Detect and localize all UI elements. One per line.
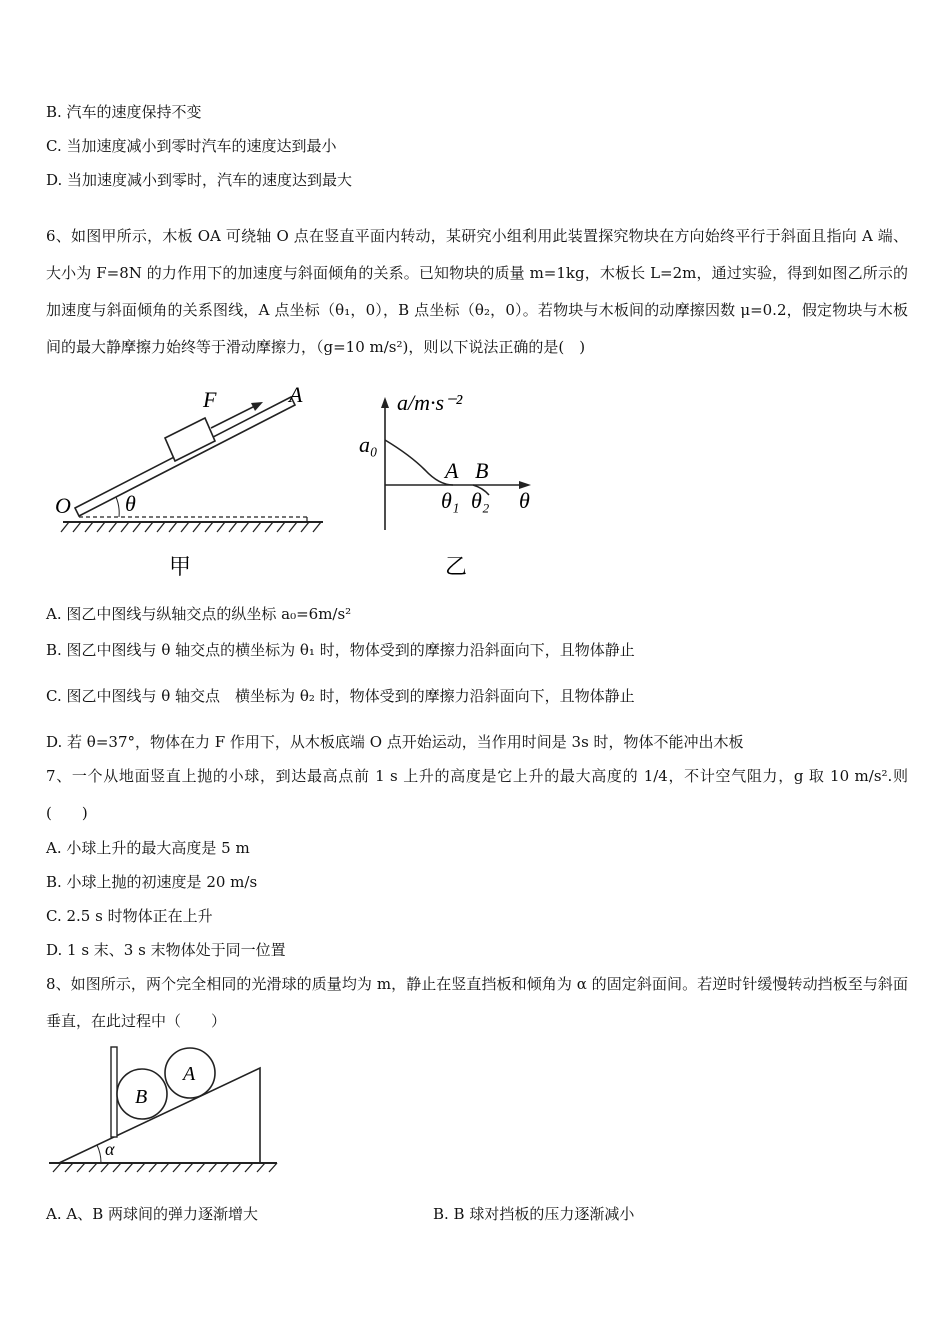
q8-stem: 8、如图所示，两个完全相同的光滑球的质量均为 m，静止在竖直挡板和倾角为 α 的固定斜面间。若逆时针缓慢转动挡板至与斜面垂直，在此过程中（ ） — [46, 975, 908, 1030]
label-ball-a: A — [183, 1063, 196, 1085]
q6-option-d: D. 若 θ=37°，物体在力 F 作用下，从木板底端 O 点开始运动，当作用时间是 3s 时，物体不能冲出木板 — [46, 733, 744, 751]
caption-jia: 甲 — [169, 555, 192, 580]
q5-option-b: B. 汽车的速度保持不变 — [46, 103, 202, 121]
q8-figure — [45, 1043, 285, 1173]
baffle — [111, 1047, 117, 1137]
label-point-b: B — [475, 458, 489, 483]
caption-yi: 乙 — [445, 555, 468, 580]
label-alpha: α — [105, 1139, 115, 1159]
axis-y-label: a/m·s⁻² — [397, 390, 463, 415]
q7-option-b: B. 小球上抛的初速度是 20 m/s — [46, 873, 258, 891]
q7-option-a: A. 小球上升的最大高度是 5 m — [46, 839, 250, 857]
q6-option-c: C. 图乙中图线与 θ 轴交点 横坐标为 θ₂ 时，物体受到的摩擦力沿斜面向下，且物体静止 — [46, 687, 635, 705]
q6-figure-yi — [355, 380, 555, 580]
label-point-a: A — [445, 458, 459, 483]
q7-option-c: C. 2.5 s 时物体正在上升 — [46, 907, 213, 925]
q6-figure-jia — [55, 380, 355, 580]
q5-option-d: D. 当加速度减小到零时，汽车的速度达到最大 — [46, 171, 353, 189]
label-ball-b: B — [135, 1086, 148, 1108]
q6-stem: 6、如图甲所示，木板 OA 可绕轴 O 点在竖直平面内转动，某研究小组利用此装置探究物块在方向始终平行于斜面且指向 A 端、大小为 F=8N 的力作用下的加速度与斜面倾角的关系。已知物块的质量 m=1kg，木板长 L=2m，通过实验，得到如图乙所示的加速度与斜面倾角的关系图线，A 点坐标（θ₁，0），B 点坐标（θ₂，0）。若物块与木板间的动摩擦因数 μ=0.2，假定物块与木板间的最大静摩擦力始终等于滑动摩擦力，（g=10 m/s²)，则以下说法正确的是( ) — [46, 227, 908, 356]
q7-stem: 7、一个从地面竖直上抛的小球，到达最高点前 1 s 上升的高度是它上升的最大高度的 1/4，不计空气阻力，g 取 10 m/s².则( ) — [46, 767, 908, 822]
axis-x-label: θ — [519, 488, 530, 513]
label-theta: θ — [125, 491, 136, 516]
label-theta1: θ₁ — [441, 488, 460, 513]
ground-hatch — [53, 1163, 277, 1172]
q8-option-a: A. A、B 两球间的弹力逐渐增大 — [46, 1205, 258, 1223]
label-a0: a₀ — [359, 432, 378, 457]
ground-hatch — [61, 522, 321, 532]
angle-arc — [116, 497, 119, 517]
alpha-arc — [97, 1145, 101, 1163]
q6-option-b: B. 图乙中图线与 θ 轴交点的横坐标为 θ₁ 时，物体受到的摩擦力沿斜面向下，且物体静止 — [46, 641, 635, 659]
q5-option-c: C. 当加速度减小到零时汽车的速度达到最小 — [46, 137, 337, 155]
q8-option-b: B. B 球对挡板的压力逐渐减小 — [433, 1205, 635, 1223]
label-o: O — [55, 493, 71, 518]
label-f: F — [203, 387, 217, 412]
label-a: A — [289, 382, 303, 407]
label-theta2: θ₂ — [471, 488, 490, 513]
q6-option-a: A. 图乙中图线与纵轴交点的纵坐标 a₀=6m/s² — [46, 605, 352, 623]
curve-a-theta — [385, 440, 453, 485]
q7-option-d: D. 1 s 末、3 s 末物体处于同一位置 — [46, 941, 286, 959]
